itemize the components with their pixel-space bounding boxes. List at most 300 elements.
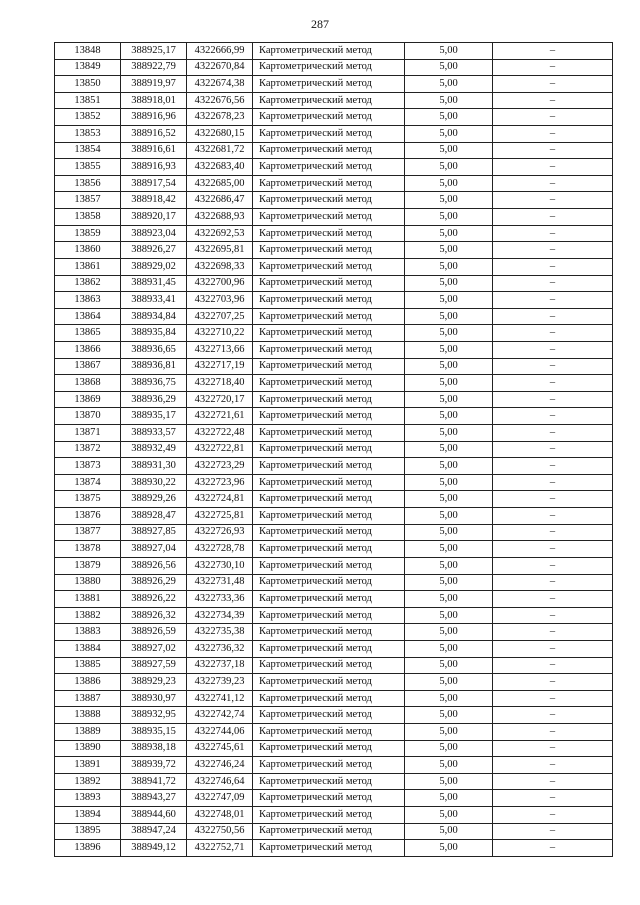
point-number-cell: 13889 bbox=[55, 723, 121, 740]
point-number-cell: 13879 bbox=[55, 557, 121, 574]
accuracy-cell: 5,00 bbox=[405, 109, 493, 126]
x-coordinate-cell: 388939,72 bbox=[121, 757, 187, 774]
y-coordinate-cell: 4322680,15 bbox=[187, 126, 253, 143]
method-cell: Картометрический метод bbox=[253, 557, 405, 574]
accuracy-cell: 5,00 bbox=[405, 192, 493, 209]
note-cell: – bbox=[493, 275, 613, 292]
x-coordinate-cell: 388926,22 bbox=[121, 591, 187, 608]
note-cell: – bbox=[493, 807, 613, 824]
point-number-cell: 13891 bbox=[55, 757, 121, 774]
table-row bbox=[55, 474, 613, 491]
point-number-cell: 13852 bbox=[55, 109, 121, 126]
point-number-cell: 13872 bbox=[55, 441, 121, 458]
method-cell: Картометрический метод bbox=[253, 142, 405, 159]
page-number: 287 bbox=[311, 17, 329, 31]
x-coordinate-cell: 388926,56 bbox=[121, 557, 187, 574]
accuracy-cell: 5,00 bbox=[405, 657, 493, 674]
point-number-cell: 13873 bbox=[55, 458, 121, 475]
point-number-cell: 13894 bbox=[55, 807, 121, 824]
table-row bbox=[55, 92, 613, 109]
table-row bbox=[55, 607, 613, 624]
x-coordinate-cell: 388918,01 bbox=[121, 92, 187, 109]
note-cell: – bbox=[493, 292, 613, 309]
method-cell: Картометрический метод bbox=[253, 126, 405, 143]
accuracy-cell: 5,00 bbox=[405, 524, 493, 541]
point-number-cell: 13892 bbox=[55, 773, 121, 790]
method-cell: Картометрический метод bbox=[253, 524, 405, 541]
method-cell: Картометрический метод bbox=[253, 159, 405, 176]
y-coordinate-cell: 4322731,48 bbox=[187, 574, 253, 591]
point-number-cell: 13875 bbox=[55, 491, 121, 508]
x-coordinate-cell: 388934,84 bbox=[121, 308, 187, 325]
accuracy-cell: 5,00 bbox=[405, 308, 493, 325]
accuracy-cell: 5,00 bbox=[405, 76, 493, 93]
y-coordinate-cell: 4322746,24 bbox=[187, 757, 253, 774]
accuracy-cell: 5,00 bbox=[405, 391, 493, 408]
x-coordinate-cell: 388926,59 bbox=[121, 624, 187, 641]
table-row bbox=[55, 458, 613, 475]
accuracy-cell: 5,00 bbox=[405, 607, 493, 624]
method-cell: Картометрический метод bbox=[253, 358, 405, 375]
point-number-cell: 13862 bbox=[55, 275, 121, 292]
note-cell: – bbox=[493, 59, 613, 76]
note-cell: – bbox=[493, 508, 613, 525]
method-cell: Картометрический метод bbox=[253, 541, 405, 558]
method-cell: Картометрический метод bbox=[253, 425, 405, 442]
table-row bbox=[55, 657, 613, 674]
note-cell: – bbox=[493, 159, 613, 176]
accuracy-cell: 5,00 bbox=[405, 92, 493, 109]
x-coordinate-cell: 388930,22 bbox=[121, 474, 187, 491]
point-number-cell: 13876 bbox=[55, 508, 121, 525]
x-coordinate-cell: 388920,17 bbox=[121, 209, 187, 226]
y-coordinate-cell: 4322741,12 bbox=[187, 690, 253, 707]
point-number-cell: 13857 bbox=[55, 192, 121, 209]
note-cell: – bbox=[493, 674, 613, 691]
table-row bbox=[55, 740, 613, 757]
y-coordinate-cell: 4322686,47 bbox=[187, 192, 253, 209]
table-row bbox=[55, 591, 613, 608]
x-coordinate-cell: 388928,47 bbox=[121, 508, 187, 525]
method-cell: Картометрический метод bbox=[253, 574, 405, 591]
method-cell: Картометрический метод bbox=[253, 109, 405, 126]
table-row bbox=[55, 209, 613, 226]
point-number-cell: 13884 bbox=[55, 640, 121, 657]
table-row bbox=[55, 823, 613, 840]
table-row bbox=[55, 491, 613, 508]
table-row bbox=[55, 258, 613, 275]
note-cell: – bbox=[493, 225, 613, 242]
x-coordinate-cell: 388919,97 bbox=[121, 76, 187, 93]
point-number-cell: 13855 bbox=[55, 159, 121, 176]
table-row bbox=[55, 126, 613, 143]
x-coordinate-cell: 388949,12 bbox=[121, 840, 187, 857]
point-number-cell: 13887 bbox=[55, 690, 121, 707]
table-row bbox=[55, 807, 613, 824]
method-cell: Картометрический метод bbox=[253, 491, 405, 508]
x-coordinate-cell: 388927,59 bbox=[121, 657, 187, 674]
method-cell: Картометрический метод bbox=[253, 508, 405, 525]
table-row bbox=[55, 524, 613, 541]
accuracy-cell: 5,00 bbox=[405, 807, 493, 824]
note-cell: – bbox=[493, 92, 613, 109]
accuracy-cell: 5,00 bbox=[405, 358, 493, 375]
table-row bbox=[55, 375, 613, 392]
point-number-cell: 13867 bbox=[55, 358, 121, 375]
method-cell: Картометрический метод bbox=[253, 790, 405, 807]
table-row bbox=[55, 508, 613, 525]
note-cell: – bbox=[493, 773, 613, 790]
note-cell: – bbox=[493, 790, 613, 807]
accuracy-cell: 5,00 bbox=[405, 790, 493, 807]
accuracy-cell: 5,00 bbox=[405, 640, 493, 657]
y-coordinate-cell: 4322730,10 bbox=[187, 557, 253, 574]
accuracy-cell: 5,00 bbox=[405, 175, 493, 192]
accuracy-cell: 5,00 bbox=[405, 59, 493, 76]
x-coordinate-cell: 388926,29 bbox=[121, 574, 187, 591]
note-cell: – bbox=[493, 723, 613, 740]
y-coordinate-cell: 4322718,40 bbox=[187, 375, 253, 392]
point-number-cell: 13874 bbox=[55, 474, 121, 491]
table-row bbox=[55, 341, 613, 358]
method-cell: Картометрический метод bbox=[253, 341, 405, 358]
table-row bbox=[55, 142, 613, 159]
x-coordinate-cell: 388933,57 bbox=[121, 425, 187, 442]
note-cell: – bbox=[493, 425, 613, 442]
accuracy-cell: 5,00 bbox=[405, 408, 493, 425]
accuracy-cell: 5,00 bbox=[405, 292, 493, 309]
accuracy-cell: 5,00 bbox=[405, 275, 493, 292]
x-coordinate-cell: 388927,85 bbox=[121, 524, 187, 541]
table-row bbox=[55, 557, 613, 574]
x-coordinate-cell: 388927,02 bbox=[121, 640, 187, 657]
y-coordinate-cell: 4322700,96 bbox=[187, 275, 253, 292]
point-number-cell: 13881 bbox=[55, 591, 121, 608]
accuracy-cell: 5,00 bbox=[405, 242, 493, 259]
y-coordinate-cell: 4322725,81 bbox=[187, 508, 253, 525]
x-coordinate-cell: 388931,30 bbox=[121, 458, 187, 475]
note-cell: – bbox=[493, 341, 613, 358]
method-cell: Картометрический метод bbox=[253, 674, 405, 691]
note-cell: – bbox=[493, 192, 613, 209]
method-cell: Картометрический метод bbox=[253, 292, 405, 309]
x-coordinate-cell: 388916,96 bbox=[121, 109, 187, 126]
point-number-cell: 13864 bbox=[55, 308, 121, 325]
x-coordinate-cell: 388923,04 bbox=[121, 225, 187, 242]
note-cell: – bbox=[493, 408, 613, 425]
y-coordinate-cell: 4322722,48 bbox=[187, 425, 253, 442]
accuracy-cell: 5,00 bbox=[405, 159, 493, 176]
x-coordinate-cell: 388917,54 bbox=[121, 175, 187, 192]
note-cell: – bbox=[493, 142, 613, 159]
x-coordinate-cell: 388926,27 bbox=[121, 242, 187, 259]
accuracy-cell: 5,00 bbox=[405, 375, 493, 392]
point-number-cell: 13868 bbox=[55, 375, 121, 392]
note-cell: – bbox=[493, 391, 613, 408]
x-coordinate-cell: 388922,79 bbox=[121, 59, 187, 76]
note-cell: – bbox=[493, 175, 613, 192]
accuracy-cell: 5,00 bbox=[405, 341, 493, 358]
table-row bbox=[55, 225, 613, 242]
method-cell: Картометрический метод bbox=[253, 325, 405, 342]
method-cell: Картометрический метод bbox=[253, 76, 405, 93]
x-coordinate-cell: 388941,72 bbox=[121, 773, 187, 790]
y-coordinate-cell: 4322742,74 bbox=[187, 707, 253, 724]
note-cell: – bbox=[493, 325, 613, 342]
x-coordinate-cell: 388938,18 bbox=[121, 740, 187, 757]
accuracy-cell: 5,00 bbox=[405, 225, 493, 242]
note-cell: – bbox=[493, 557, 613, 574]
table-row bbox=[55, 640, 613, 657]
y-coordinate-cell: 4322666,99 bbox=[187, 43, 253, 60]
table-row bbox=[55, 541, 613, 558]
point-number-cell: 13869 bbox=[55, 391, 121, 408]
method-cell: Картометрический метод bbox=[253, 591, 405, 608]
y-coordinate-cell: 4322695,81 bbox=[187, 242, 253, 259]
table-row bbox=[55, 275, 613, 292]
note-cell: – bbox=[493, 757, 613, 774]
note-cell: – bbox=[493, 657, 613, 674]
point-number-cell: 13860 bbox=[55, 242, 121, 259]
point-number-cell: 13893 bbox=[55, 790, 121, 807]
table-row bbox=[55, 574, 613, 591]
table-row bbox=[55, 425, 613, 442]
x-coordinate-cell: 388935,17 bbox=[121, 408, 187, 425]
x-coordinate-cell: 388916,93 bbox=[121, 159, 187, 176]
table-row bbox=[55, 441, 613, 458]
note-cell: – bbox=[493, 458, 613, 475]
x-coordinate-cell: 388929,02 bbox=[121, 258, 187, 275]
note-cell: – bbox=[493, 607, 613, 624]
note-cell: – bbox=[493, 823, 613, 840]
point-number-cell: 13885 bbox=[55, 657, 121, 674]
x-coordinate-cell: 388935,84 bbox=[121, 325, 187, 342]
method-cell: Картометрический метод bbox=[253, 391, 405, 408]
note-cell: – bbox=[493, 574, 613, 591]
accuracy-cell: 5,00 bbox=[405, 624, 493, 641]
table-row bbox=[55, 391, 613, 408]
y-coordinate-cell: 4322744,06 bbox=[187, 723, 253, 740]
method-cell: Картометрический метод bbox=[253, 740, 405, 757]
y-coordinate-cell: 4322752,71 bbox=[187, 840, 253, 857]
y-coordinate-cell: 4322750,56 bbox=[187, 823, 253, 840]
point-number-cell: 13859 bbox=[55, 225, 121, 242]
method-cell: Картометрический метод bbox=[253, 225, 405, 242]
method-cell: Картометрический метод bbox=[253, 242, 405, 259]
y-coordinate-cell: 4322720,17 bbox=[187, 391, 253, 408]
note-cell: – bbox=[493, 109, 613, 126]
point-number-cell: 13878 bbox=[55, 541, 121, 558]
table-row bbox=[55, 43, 613, 60]
method-cell: Картометрический метод bbox=[253, 458, 405, 475]
method-cell: Картометрический метод bbox=[253, 807, 405, 824]
y-coordinate-cell: 4322728,78 bbox=[187, 541, 253, 558]
accuracy-cell: 5,00 bbox=[405, 591, 493, 608]
y-coordinate-cell: 4322721,61 bbox=[187, 408, 253, 425]
accuracy-cell: 5,00 bbox=[405, 474, 493, 491]
point-number-cell: 13863 bbox=[55, 292, 121, 309]
point-number-cell: 13877 bbox=[55, 524, 121, 541]
y-coordinate-cell: 4322688,93 bbox=[187, 209, 253, 226]
table-row bbox=[55, 242, 613, 259]
table-row bbox=[55, 109, 613, 126]
table-row bbox=[55, 790, 613, 807]
method-cell: Картометрический метод bbox=[253, 757, 405, 774]
method-cell: Картометрический метод bbox=[253, 707, 405, 724]
y-coordinate-cell: 4322739,23 bbox=[187, 674, 253, 691]
note-cell: – bbox=[493, 740, 613, 757]
note-cell: – bbox=[493, 375, 613, 392]
y-coordinate-cell: 4322723,29 bbox=[187, 458, 253, 475]
accuracy-cell: 5,00 bbox=[405, 674, 493, 691]
table-row bbox=[55, 192, 613, 209]
method-cell: Картометрический метод bbox=[253, 258, 405, 275]
accuracy-cell: 5,00 bbox=[405, 574, 493, 591]
table-row bbox=[55, 159, 613, 176]
y-coordinate-cell: 4322737,18 bbox=[187, 657, 253, 674]
x-coordinate-cell: 388918,42 bbox=[121, 192, 187, 209]
accuracy-cell: 5,00 bbox=[405, 757, 493, 774]
x-coordinate-cell: 388935,15 bbox=[121, 723, 187, 740]
y-coordinate-cell: 4322674,38 bbox=[187, 76, 253, 93]
method-cell: Картометрический метод bbox=[253, 823, 405, 840]
y-coordinate-cell: 4322734,39 bbox=[187, 607, 253, 624]
y-coordinate-cell: 4322685,00 bbox=[187, 175, 253, 192]
point-number-cell: 13851 bbox=[55, 92, 121, 109]
y-coordinate-cell: 4322722,81 bbox=[187, 441, 253, 458]
note-cell: – bbox=[493, 358, 613, 375]
method-cell: Картометрический метод bbox=[253, 192, 405, 209]
method-cell: Картометрический метод bbox=[253, 690, 405, 707]
x-coordinate-cell: 388943,27 bbox=[121, 790, 187, 807]
method-cell: Картометрический метод bbox=[253, 657, 405, 674]
accuracy-cell: 5,00 bbox=[405, 209, 493, 226]
method-cell: Картометрический метод bbox=[253, 840, 405, 857]
table-row bbox=[55, 59, 613, 76]
y-coordinate-cell: 4322678,23 bbox=[187, 109, 253, 126]
note-cell: – bbox=[493, 474, 613, 491]
coordinates-table bbox=[54, 42, 613, 857]
accuracy-cell: 5,00 bbox=[405, 690, 493, 707]
method-cell: Картометрический метод bbox=[253, 275, 405, 292]
point-number-cell: 13890 bbox=[55, 740, 121, 757]
method-cell: Картометрический метод bbox=[253, 474, 405, 491]
note-cell: – bbox=[493, 624, 613, 641]
x-coordinate-cell: 388916,52 bbox=[121, 126, 187, 143]
accuracy-cell: 5,00 bbox=[405, 425, 493, 442]
point-number-cell: 13886 bbox=[55, 674, 121, 691]
point-number-cell: 13895 bbox=[55, 823, 121, 840]
y-coordinate-cell: 4322707,25 bbox=[187, 308, 253, 325]
x-coordinate-cell: 388936,81 bbox=[121, 358, 187, 375]
point-number-cell: 13865 bbox=[55, 325, 121, 342]
table-body bbox=[55, 43, 613, 857]
point-number-cell: 13870 bbox=[55, 408, 121, 425]
y-coordinate-cell: 4322692,53 bbox=[187, 225, 253, 242]
x-coordinate-cell: 388916,61 bbox=[121, 142, 187, 159]
note-cell: – bbox=[493, 258, 613, 275]
x-coordinate-cell: 388925,17 bbox=[121, 43, 187, 60]
accuracy-cell: 5,00 bbox=[405, 541, 493, 558]
table-row bbox=[55, 308, 613, 325]
note-cell: – bbox=[493, 43, 613, 60]
accuracy-cell: 5,00 bbox=[405, 773, 493, 790]
x-coordinate-cell: 388927,04 bbox=[121, 541, 187, 558]
method-cell: Картометрический метод bbox=[253, 624, 405, 641]
point-number-cell: 13853 bbox=[55, 126, 121, 143]
point-number-cell: 13866 bbox=[55, 341, 121, 358]
y-coordinate-cell: 4322717,19 bbox=[187, 358, 253, 375]
method-cell: Картометрический метод bbox=[253, 308, 405, 325]
note-cell: – bbox=[493, 76, 613, 93]
x-coordinate-cell: 388931,45 bbox=[121, 275, 187, 292]
point-number-cell: 13854 bbox=[55, 142, 121, 159]
y-coordinate-cell: 4322681,72 bbox=[187, 142, 253, 159]
note-cell: – bbox=[493, 840, 613, 857]
note-cell: – bbox=[493, 640, 613, 657]
accuracy-cell: 5,00 bbox=[405, 43, 493, 60]
point-number-cell: 13871 bbox=[55, 425, 121, 442]
y-coordinate-cell: 4322726,93 bbox=[187, 524, 253, 541]
method-cell: Картометрический метод bbox=[253, 175, 405, 192]
y-coordinate-cell: 4322723,96 bbox=[187, 474, 253, 491]
x-coordinate-cell: 388936,29 bbox=[121, 391, 187, 408]
y-coordinate-cell: 4322724,81 bbox=[187, 491, 253, 508]
y-coordinate-cell: 4322747,09 bbox=[187, 790, 253, 807]
x-coordinate-cell: 388932,49 bbox=[121, 441, 187, 458]
x-coordinate-cell: 388947,24 bbox=[121, 823, 187, 840]
method-cell: Картометрический метод bbox=[253, 640, 405, 657]
x-coordinate-cell: 388930,97 bbox=[121, 690, 187, 707]
note-cell: – bbox=[493, 591, 613, 608]
table-row bbox=[55, 707, 613, 724]
accuracy-cell: 5,00 bbox=[405, 557, 493, 574]
y-coordinate-cell: 4322698,33 bbox=[187, 258, 253, 275]
note-cell: – bbox=[493, 308, 613, 325]
accuracy-cell: 5,00 bbox=[405, 823, 493, 840]
method-cell: Картометрический метод bbox=[253, 59, 405, 76]
y-coordinate-cell: 4322748,01 bbox=[187, 807, 253, 824]
table-row bbox=[55, 325, 613, 342]
accuracy-cell: 5,00 bbox=[405, 142, 493, 159]
note-cell: – bbox=[493, 491, 613, 508]
accuracy-cell: 5,00 bbox=[405, 840, 493, 857]
accuracy-cell: 5,00 bbox=[405, 325, 493, 342]
y-coordinate-cell: 4322735,38 bbox=[187, 624, 253, 641]
accuracy-cell: 5,00 bbox=[405, 491, 493, 508]
point-number-cell: 13856 bbox=[55, 175, 121, 192]
point-number-cell: 13880 bbox=[55, 574, 121, 591]
point-number-cell: 13896 bbox=[55, 840, 121, 857]
y-coordinate-cell: 4322746,64 bbox=[187, 773, 253, 790]
x-coordinate-cell: 388936,65 bbox=[121, 341, 187, 358]
accuracy-cell: 5,00 bbox=[405, 740, 493, 757]
table-row bbox=[55, 76, 613, 93]
y-coordinate-cell: 4322683,40 bbox=[187, 159, 253, 176]
table-row bbox=[55, 624, 613, 641]
point-number-cell: 13848 bbox=[55, 43, 121, 60]
table-row bbox=[55, 723, 613, 740]
method-cell: Картометрический метод bbox=[253, 723, 405, 740]
note-cell: – bbox=[493, 441, 613, 458]
x-coordinate-cell: 388926,32 bbox=[121, 607, 187, 624]
note-cell: – bbox=[493, 690, 613, 707]
method-cell: Картометрический метод bbox=[253, 43, 405, 60]
method-cell: Картометрический метод bbox=[253, 607, 405, 624]
table-row bbox=[55, 358, 613, 375]
point-number-cell: 13882 bbox=[55, 607, 121, 624]
table-row bbox=[55, 840, 613, 857]
